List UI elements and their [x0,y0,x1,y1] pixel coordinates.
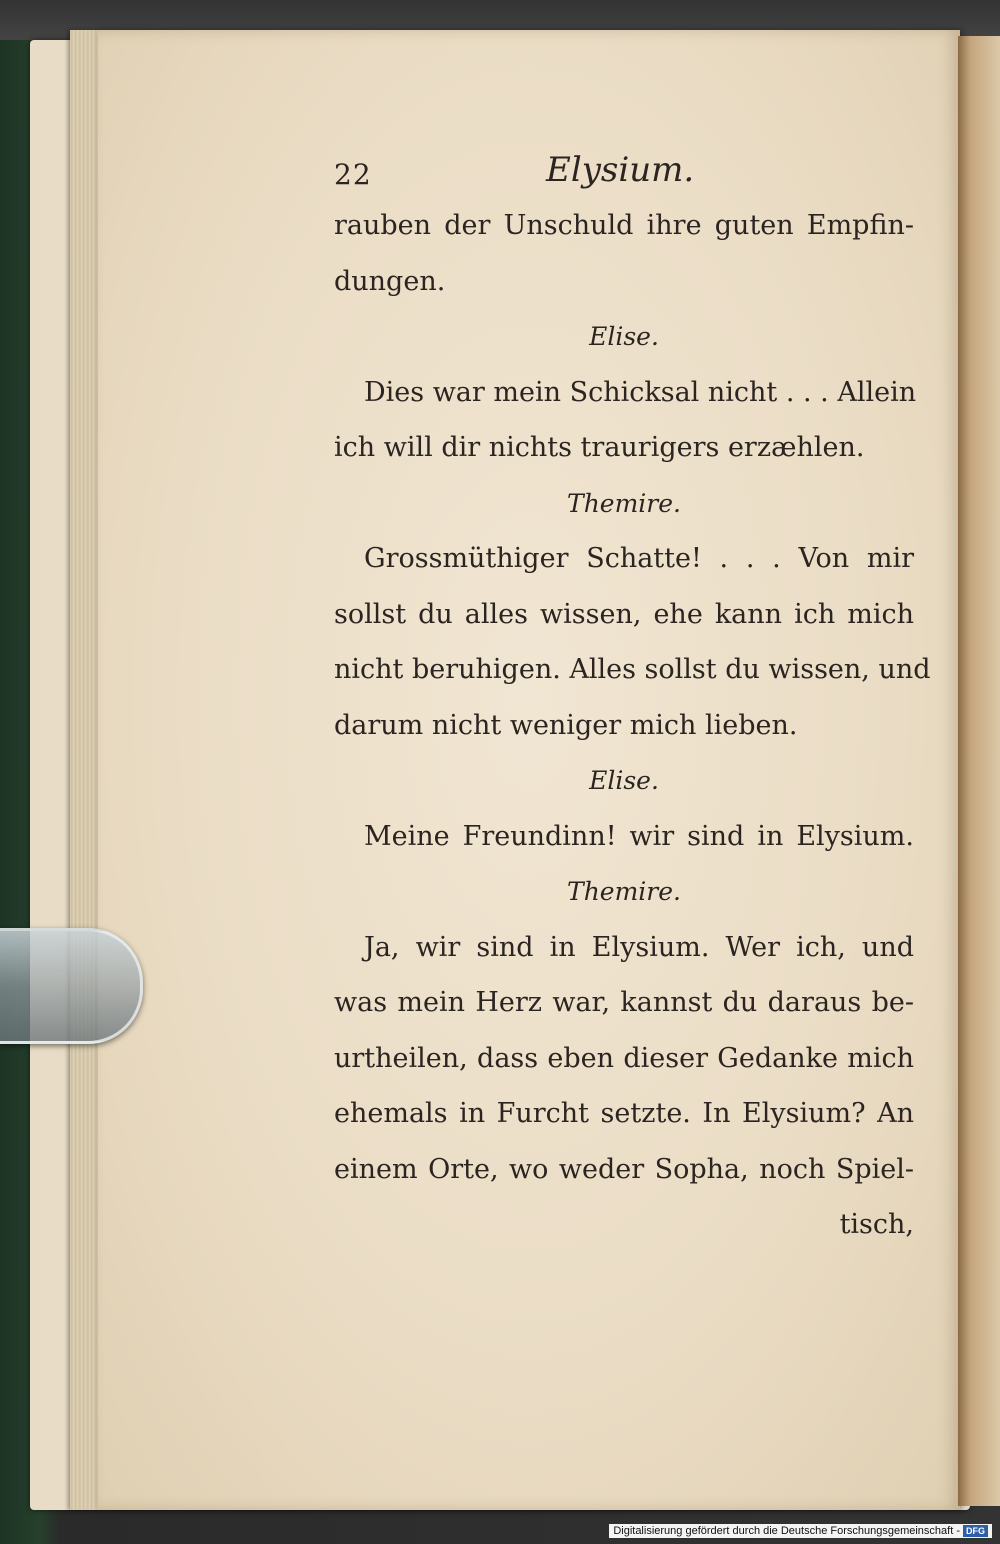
text-line: was mein Herz war, kannst du daraus be- [334,987,914,1018]
adjacent-page-edge [958,36,1000,1506]
catchword: tisch, [839,1209,914,1240]
text-line: Dies war mein Schicksal nicht . . . Allein [364,376,917,408]
text-line: urtheilen, dass eben dieser Gedanke mich [334,1042,914,1074]
text-line: einem Orte, wo weder Sopha, noch Spiel- [334,1153,914,1185]
page-number: 22 [334,158,372,191]
running-title: Elysium. [546,150,695,190]
page-text [334,150,931,1253]
text-line: Meine Freundinn! wir sind in Elysium. [364,820,914,852]
text-line: nicht beruhigen. Alles sollst du wissen, und [334,654,931,685]
speaker-label: Themire. [567,488,681,518]
text-line: Grossmüthiger Schatte! . . . Von mir [364,543,914,574]
text-line: dungen. [334,265,446,297]
page-clip [0,928,143,1044]
text-line: Ja, wir sind in Elysium. Wer ich, und [364,931,914,963]
speaker-label: Elise. [589,766,659,795]
page-header [334,150,914,198]
text-line: rauben der Unschuld ihre guten Empfin- [334,210,914,241]
text-line: ich will dir nichts traurigers erzæhlen. [334,432,865,463]
text-line: darum nicht weniger mich lieben. [334,709,798,741]
digitization-footer [609,1524,992,1538]
text-line: ehemals in Furcht setzte. In Elysium? An [334,1098,914,1129]
dfg-logo: DFG [963,1525,988,1537]
footer-text: Digitalisierung gefördert durch die Deutsche Forschungsgemeinschaft - [613,1525,960,1537]
text-lines [334,198,931,1197]
speaker-label: Themire. [567,877,681,906]
speaker-label: Elise. [589,322,659,351]
text-line: sollst du alles wissen, ehe kann ich mich [334,598,914,630]
